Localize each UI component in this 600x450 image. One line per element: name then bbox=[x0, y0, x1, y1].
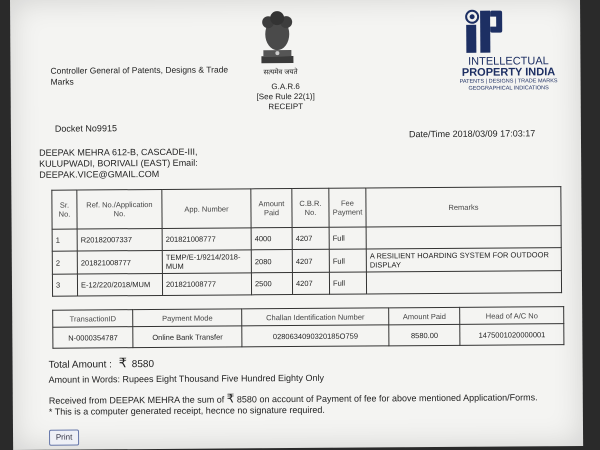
col-remarks: Remarks bbox=[366, 187, 561, 227]
cell: 2 bbox=[52, 251, 77, 274]
cell: 8580.00 bbox=[389, 324, 460, 345]
transaction-table bbox=[52, 306, 564, 349]
cell: 201821008777 bbox=[162, 273, 251, 296]
col-fee-payment: Fee Payment bbox=[329, 188, 366, 227]
received-amount: 8580 bbox=[236, 394, 257, 405]
docket-number: Docket No9915 bbox=[54, 123, 117, 134]
cell: 0280634090320185O759 bbox=[242, 325, 389, 347]
cell: Full bbox=[329, 272, 366, 294]
payer-address bbox=[39, 147, 198, 181]
address-line-3: DEEPAK.VICE@GMAIL.COM bbox=[39, 168, 160, 180]
national-emblem-icon bbox=[255, 4, 299, 72]
cell: 201821008777 bbox=[162, 228, 251, 251]
received-suffix: on account of Payment of fee for above mentioned Application/Forms. bbox=[259, 392, 538, 405]
rupee-icon: ₹ bbox=[118, 355, 128, 371]
cell: 1475001020000001 bbox=[460, 324, 564, 346]
table-row bbox=[52, 271, 561, 297]
col-head-of-ac: Head of A/C No bbox=[460, 307, 564, 325]
ip-text-line1: INTELLECTUAL bbox=[468, 55, 549, 68]
computer-generated-note: * This is a computer generated receipt, hecnce no signature required. bbox=[48, 404, 325, 417]
ip-text-line2: PROPERTY INDIA bbox=[461, 66, 556, 79]
cell: E-12/220/2018/MUM bbox=[77, 273, 162, 296]
ip-india-logo-icon bbox=[460, 7, 508, 55]
total-amount bbox=[48, 355, 154, 372]
cell bbox=[366, 226, 561, 249]
col-amount-paid: Amount Paid bbox=[251, 189, 292, 228]
address-line-2: KULUPWADI, BORIVALI (EAST) Email: bbox=[39, 157, 198, 169]
cell bbox=[366, 271, 561, 294]
cell: R20182007337 bbox=[77, 228, 162, 251]
cell: 201821008777 bbox=[77, 250, 162, 274]
cell: 4207 bbox=[292, 249, 329, 272]
cell: Full bbox=[329, 249, 366, 272]
address-line-1: DEEPAK MEHRA 612-B, CASCADE-III, bbox=[39, 146, 198, 158]
print-button[interactable]: Print bbox=[49, 430, 79, 446]
cell: Full bbox=[329, 227, 366, 249]
rupee-icon: ₹ bbox=[226, 391, 235, 406]
ip-subtext-line1: PATENTS | DESIGNS | TRADE MARKS bbox=[459, 78, 558, 85]
cell: 1 bbox=[52, 229, 77, 251]
controller-title: Controller General of Patents, Designs & Trade Marks bbox=[50, 64, 229, 87]
form-heading bbox=[241, 82, 331, 113]
col-amount-paid: Amount Paid bbox=[389, 307, 460, 324]
col-payment-mode: Payment Mode bbox=[133, 309, 242, 327]
cell: 4207 bbox=[292, 227, 329, 249]
cell: 3 bbox=[52, 274, 77, 296]
form-code: G.A.R.6 bbox=[271, 81, 300, 92]
receipt-datetime: Date/Time 2018/03/09 17:03:17 bbox=[408, 128, 536, 140]
cell: TEMP/E-1/9214/2018-MUM bbox=[162, 250, 251, 274]
cell: N-0000354787 bbox=[53, 327, 133, 349]
table-header-row bbox=[52, 187, 561, 230]
emblem-motto: सत्यमेव जयते bbox=[263, 68, 298, 77]
receipt-title: RECEIPT bbox=[268, 101, 304, 112]
application-table bbox=[51, 186, 562, 297]
col-transaction-id: TransactionID bbox=[53, 310, 133, 328]
col-cbr-no: C.B.R. No. bbox=[292, 188, 329, 227]
receipt-page bbox=[10, 0, 583, 450]
received-prefix: Received from DEEPAK MEHRA the sum of bbox=[48, 394, 225, 406]
cell: 2500 bbox=[251, 273, 292, 295]
form-rule: [See Rule 22(1)] bbox=[256, 91, 315, 102]
cell: 4207 bbox=[292, 272, 329, 294]
cell: Online Bank Transfer bbox=[133, 326, 242, 348]
col-app-number: App. Number bbox=[162, 189, 251, 229]
table-row bbox=[53, 324, 564, 349]
col-ref-no: Ref. No./Application No. bbox=[77, 189, 162, 229]
total-label: Total Amount : bbox=[48, 359, 112, 371]
ip-subtext-line2: GEOGRAPHICAL INDICATIONS bbox=[468, 85, 549, 92]
cell: 4000 bbox=[251, 228, 292, 250]
cell: A RESILIENT HOARDING SYSTEM FOR OUTDOOR DISPLAY bbox=[366, 248, 561, 272]
ip-india-text bbox=[448, 56, 568, 93]
amount-in-words: Amount in Words: Rupees Eight Thousand Five Hundred Eighty Only bbox=[48, 372, 325, 385]
col-challan-id: Challan Identification Number bbox=[242, 308, 389, 326]
col-sr-no: Sr. No. bbox=[52, 190, 77, 229]
total-value: 8580 bbox=[131, 359, 155, 371]
cell: 2080 bbox=[251, 250, 292, 273]
